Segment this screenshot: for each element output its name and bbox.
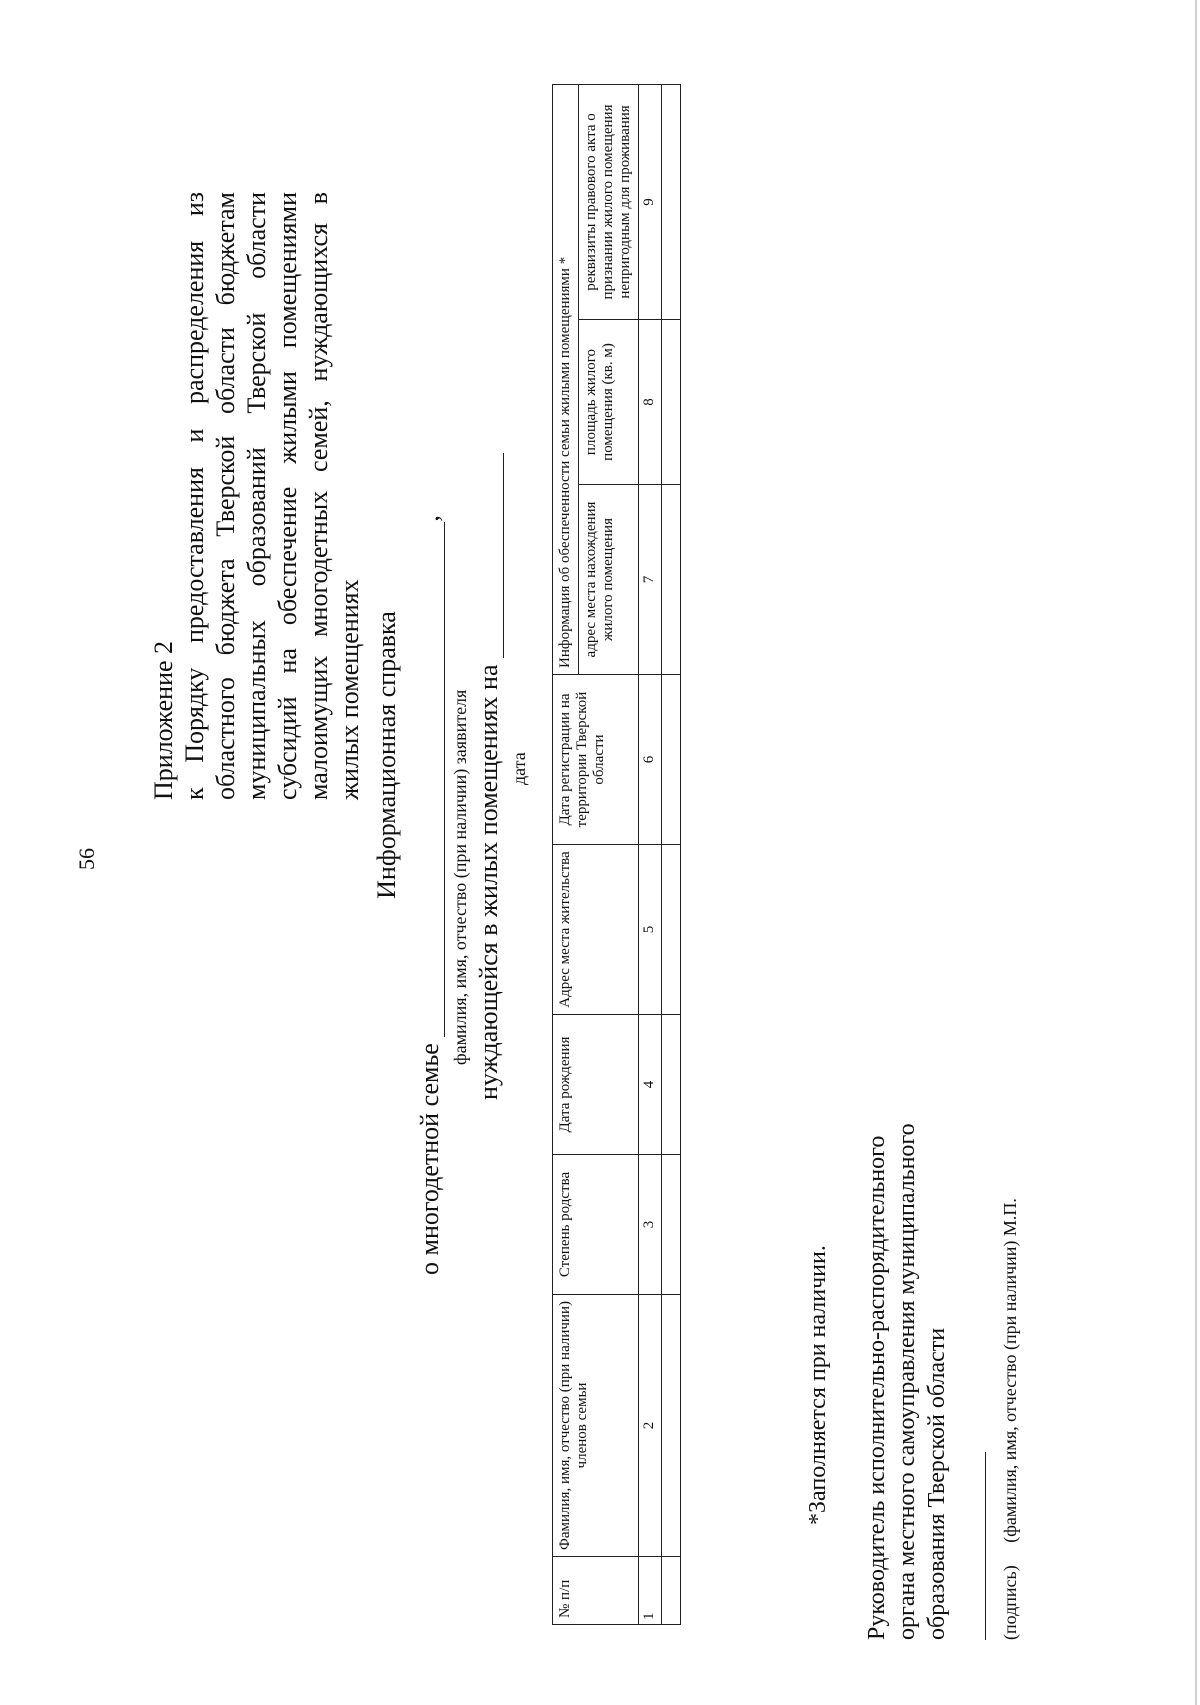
column-number: 7 (639, 485, 662, 675)
official-title (862, 1020, 952, 1640)
header-relation: Степень родства (553, 1155, 639, 1295)
need-line (474, 453, 504, 1100)
table-cell[interactable] (662, 320, 681, 485)
header-birth-date: Дата рождения (553, 1015, 639, 1155)
header-registration-date: Дата регистрации на территории Тверской области (553, 675, 639, 845)
table-header-row (553, 84, 579, 1624)
appendix-title: Приложение 2 (149, 640, 178, 800)
date-field[interactable] (503, 453, 504, 658)
column-number: 3 (639, 1155, 662, 1295)
column-number: 2 (639, 1295, 662, 1557)
appendix-description: к Порядку предоставления и распределения из областного бюджета Тверской области бюджетам муниципальных образований Тверской области субсидий на обеспечение жилыми помещениями малоимущих многодетных семей, нуждающихся в жилых помещениях (180, 192, 364, 800)
need-line-text: нуждающейся в жилых помещениях на (474, 664, 503, 1100)
column-number: 9 (639, 84, 662, 319)
column-number-row (639, 84, 662, 1624)
date-hint: дата (509, 752, 529, 785)
header-address: Адрес места жительства (553, 845, 639, 1015)
table-cell[interactable] (662, 84, 681, 319)
signature-caption (1000, 1198, 1021, 1640)
table-cell[interactable] (662, 1557, 681, 1625)
header-name: Фамилия, имя, отчество (при наличии) членов семьи (553, 1295, 639, 1557)
signature-label: (подпись) (1000, 1565, 1020, 1640)
column-number: 6 (639, 675, 662, 845)
table-row (662, 84, 681, 1624)
table-cell[interactable] (662, 1015, 681, 1155)
footnote: *Заполняется при наличии. (805, 1245, 831, 1525)
official-title-line: Руководитель исполнительно-распорядительного (864, 1135, 890, 1640)
column-number: 4 (639, 1015, 662, 1155)
applicant-name-field[interactable] (444, 522, 445, 1037)
column-number: 5 (639, 845, 662, 1015)
family-line-suffix: , (415, 515, 444, 522)
appendix-header (148, 192, 365, 800)
family-line (415, 515, 445, 1275)
table-cell[interactable] (662, 485, 681, 675)
signature-line[interactable] (985, 1452, 986, 1640)
header-housing-act: реквизиты правового акта о признании жилого помещения непригодным для проживания (579, 84, 639, 319)
table-cell[interactable] (662, 1295, 681, 1557)
official-title-line: образования Тверской области (924, 1327, 950, 1640)
official-name-label: (фамилия, имя, отчество (при наличии) М.П. (1000, 1198, 1020, 1543)
page-number: 56 (74, 848, 99, 870)
table-cell[interactable] (662, 1155, 681, 1295)
header-num: № п/п (553, 1557, 639, 1625)
family-members-table (552, 84, 681, 1625)
table-cell[interactable] (662, 675, 681, 845)
column-number: 1 (639, 1557, 662, 1625)
scan-edge-divider (1195, 0, 1197, 1705)
family-line-prefix: о многодетной семье (415, 1043, 444, 1275)
header-housing-address: адрес места нахождения жилого помещения (579, 485, 639, 675)
official-title-line: органа местного самоуправления муниципального (894, 1123, 920, 1640)
applicant-name-hint: фамилия, имя, отчество (при наличии) заявителя (450, 689, 470, 1065)
header-housing-group: Информация об обеспеченности семьи жилыми помещениями * (553, 84, 579, 674)
document-title: Информационная справка (372, 611, 401, 899)
header-housing-area: площадь жилого помещения (кв. м) (579, 320, 639, 485)
column-number: 8 (639, 320, 662, 485)
table-cell[interactable] (662, 845, 681, 1015)
